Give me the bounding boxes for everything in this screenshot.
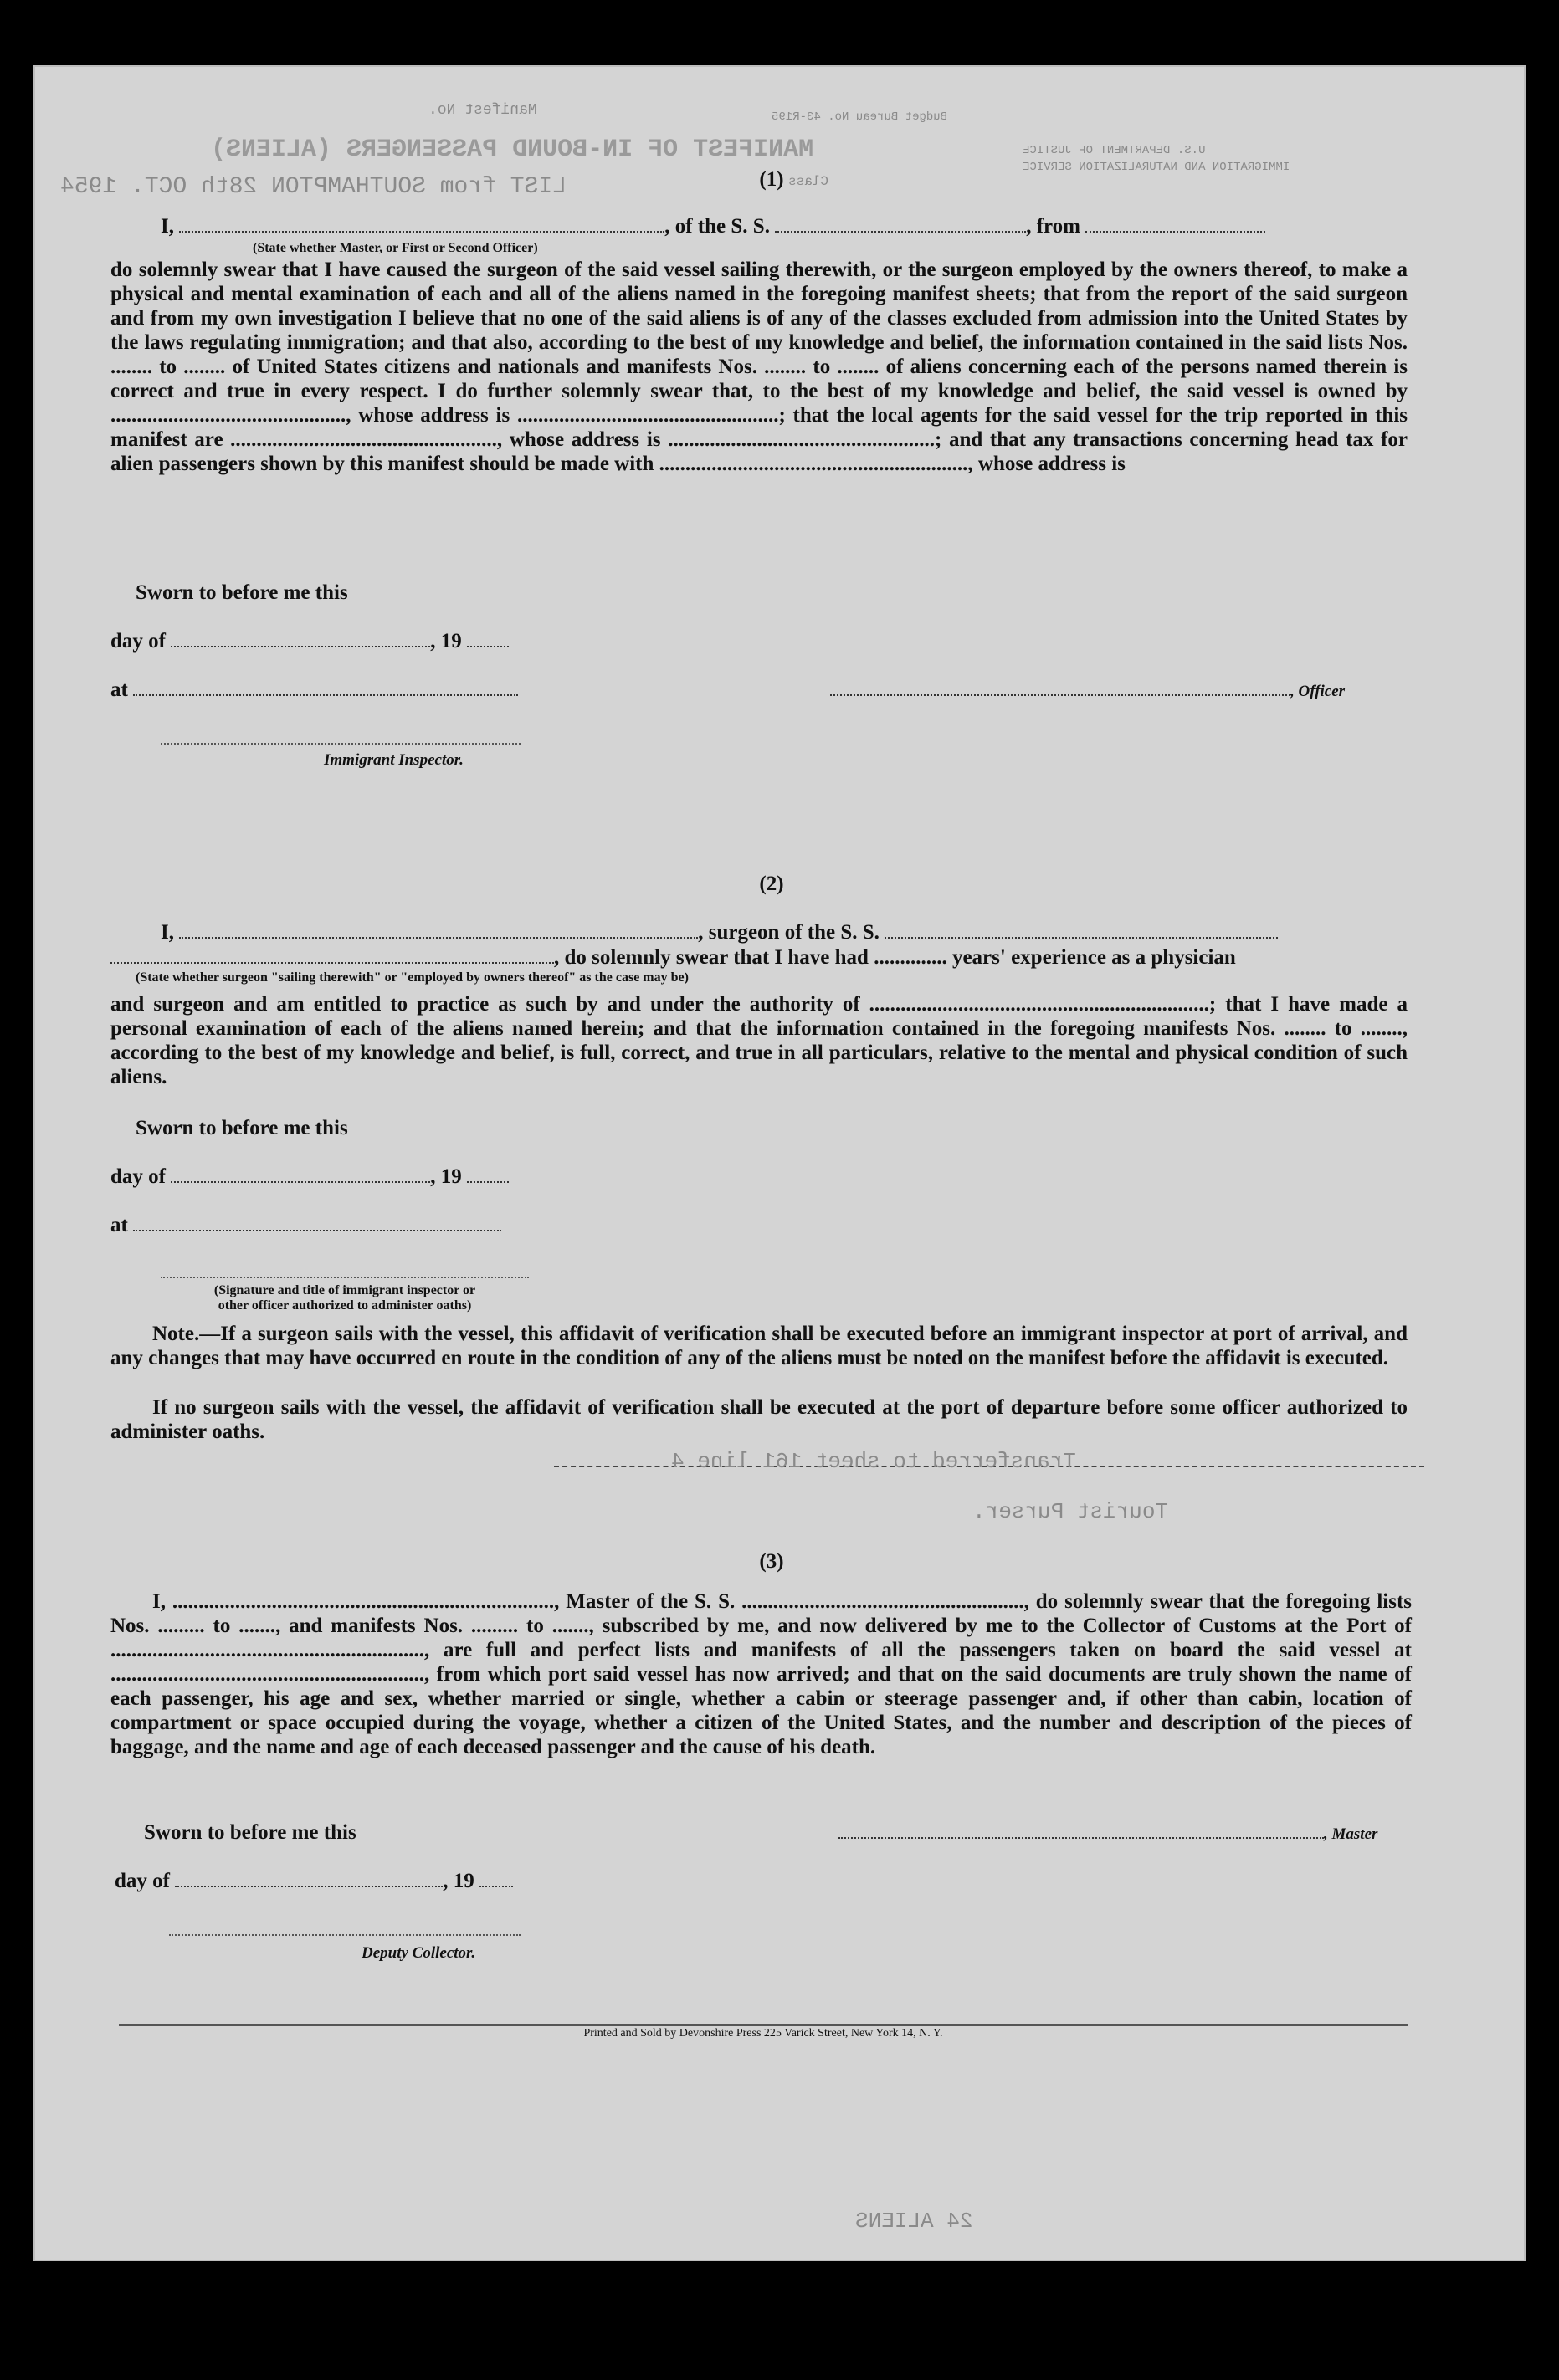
at-label: at [110, 678, 128, 701]
year-label: , 19 [430, 630, 462, 653]
at-row-2 [110, 1213, 501, 1238]
surgeon-label: , surgeon of the S. S. [698, 921, 880, 944]
surgeon-name-field[interactable] [179, 937, 698, 939]
inspector-label-1: Immigrant Inspector. [324, 751, 464, 769]
signature-note-2: other officer authorized to administer oaths) [218, 1298, 472, 1313]
master-signature-row [838, 1820, 1377, 1847]
aliens-count: 24 ALIENS [855, 2209, 973, 2234]
at-label: at [110, 1214, 128, 1236]
surgeon-line [161, 920, 1278, 945]
day-of-row-2 [110, 1164, 509, 1190]
day-of-label: day of [110, 1165, 166, 1188]
budget-number: Budget Bureau No. 43-R195 [772, 110, 948, 124]
at-row-1 [110, 678, 518, 703]
section-2-number: (2) [759, 873, 784, 895]
day-of-label: day of [115, 1870, 170, 1892]
state-note-2: (State whether surgeon "sailing therewith" or "employed by owners thereof" as the case may be) [136, 970, 689, 985]
sworn-label-1: Sworn to before me this [136, 581, 348, 604]
day-field[interactable] [175, 1886, 443, 1887]
years-experience-text: , do solemnly swear that I have had .............. years' experience as a physician [554, 946, 1236, 969]
section-3-body: I, ........................................................................., Master of the S. S. ......................................................, do solemnly swear that the foregoing lists Nos. ......... to ......., and manifests Nos. ......... to ......., subscribed by me, and now delivered by me to the Collector of Customs at the Port of ............................................................, are full and perfect lists and manifests of all the passengers taken on board the said vessel at ............................................................, from which port said vessel has now arrived; and that on the said documents are truly shown the name of each passenger, his age and sex, whether married or single, whether a cabin or steerage passenger and, if other than cabin, location of compartment or space occupied during the voyage, whether a citizen of the United States, and the number and description of the pieces of baggage, and the name and age of each deceased passenger and the cause of his death. [110, 1590, 1412, 1758]
at-field[interactable] [133, 1230, 501, 1231]
surgeon-capacity-field[interactable] [110, 962, 554, 964]
department-name: U.S. DEPARTMENT OF JUSTICE [1023, 144, 1206, 157]
section-2-body: and surgeon and am entitled to practice as such by and under the authority of .................................................................; that I have made a personal examination of each of the aliens named herein; and that the information contained in the foregoing manifests Nos. ........ to ........, according to the best of my knowledge and belief, is full, correct, and true in all particulars, relative to the mental and physical condition of such aliens. [110, 993, 1408, 1088]
master-label: , Master [1324, 1825, 1378, 1843]
year-field[interactable] [479, 1886, 513, 1887]
inspector-signature-line-2 [161, 1277, 529, 1278]
state-note-1: (State whether Master, or First or Second Officer) [253, 241, 538, 255]
class-label: Class [788, 174, 829, 189]
master-signature-field[interactable] [838, 1837, 1324, 1839]
day-of-label: day of [110, 630, 166, 653]
deputy-collector-label: Deputy Collector. [362, 1944, 476, 1962]
officer-label: , Officer [1290, 683, 1346, 700]
year-label: , 19 [443, 1870, 474, 1892]
ship-name-field[interactable] [775, 231, 1026, 233]
manifest-title: MANIFEST OF IN-BOUND PASSENGERS (ALIENS) [211, 136, 814, 164]
day-field[interactable] [171, 646, 430, 647]
note-paragraph-1: Note.—If a surgeon sails with the vessel, this affidavit of verification shall be executed before an immigrant inspector at port of arrival, and any changes that may have occurred en route in the condition of any of the aliens must be noted on the manifest before the affidavit is executed. [110, 1323, 1408, 1369]
day-field[interactable] [171, 1181, 430, 1183]
section-1-body: do solemnly swear that I have caused the surgeon of the said vessel sailing therewith, or the surgeon employed by the owners thereof, to make a physical and mental examination of each and all of the aliens named in the foregoing manifest sheets; that from the report of the said surgeon and from my own investigation I believe that no one of the said aliens is of any of the classes excluded from admission into the United States by the laws regulating immigration; and that also, according to the best of my knowledge and belief, the information contained in the said lists Nos. ........ to ........ of United States citizens and nationals and manifests Nos. ........ to ........ of aliens concerning each of the persons named therein is correct and true in every respect. I do further solemnly swear that, to the best of my knowledge and belief, the said vessel is owned by ............................................., whose address is ..................................................; that the local agents for the said vessel for the trip reported in this manifest are ..................................................., whose address is ...................................................; and that any transactions concerning head tax for alien passengers shown by this manifest should be made with ..........................................................., whose address is [110, 258, 1408, 475]
officer-signature-row [830, 678, 1345, 704]
officer-signature-field[interactable] [830, 694, 1290, 696]
manifest-sheet [33, 65, 1526, 2261]
ship-label: , of the S. S. [664, 215, 770, 238]
year-field[interactable] [467, 646, 509, 647]
surgeon-line-2 [110, 945, 1236, 970]
i-label: I, [161, 215, 174, 238]
manifest-number-label: Manifest No. [428, 102, 537, 119]
purser-note: Tourist Purser. [972, 1499, 1169, 1524]
signature-note-1: (Signature and title of immigrant inspector or [213, 1283, 476, 1297]
sworn-label-2: Sworn to before me this [136, 1117, 348, 1139]
day-of-row-3 [115, 1869, 513, 1894]
note-paragraph-2: If no surgeon sails with the vessel, the affidavit of verification shall be executed at the port of departure before some officer authorized to administer oaths. [110, 1396, 1408, 1443]
officer-name-field[interactable] [179, 231, 664, 233]
inspector-signature-line [161, 743, 521, 745]
at-field[interactable] [133, 694, 518, 696]
service-name: IMMIGRATION AND NATURALIZATION SERVICE [1023, 161, 1290, 174]
day-of-row-1 [110, 629, 509, 654]
oath-officer-line [161, 214, 1265, 239]
from-port-field[interactable] [1085, 231, 1265, 233]
section-3-number: (3) [759, 1550, 784, 1573]
surgeon-ship-field[interactable] [885, 937, 1278, 939]
collector-signature-line [169, 1934, 521, 1936]
year-label: , 19 [430, 1165, 462, 1188]
sworn-label-3: Sworn to before me this [144, 1821, 356, 1844]
printer-imprint: Printed and Sold by Devonshire Press 225 Varick Street, New York 14, N. Y. [583, 2027, 943, 2040]
list-from-line: LIST from SOUTHAMPTON 28th OCT. 1954 [60, 174, 567, 200]
transferred-note: Transferred to sheet 161 line 4 [671, 1449, 1076, 1474]
i-label: I, [161, 921, 174, 944]
section-1-number: (1) [759, 168, 784, 191]
year-field[interactable] [467, 1181, 509, 1183]
from-label: , from [1026, 215, 1080, 238]
